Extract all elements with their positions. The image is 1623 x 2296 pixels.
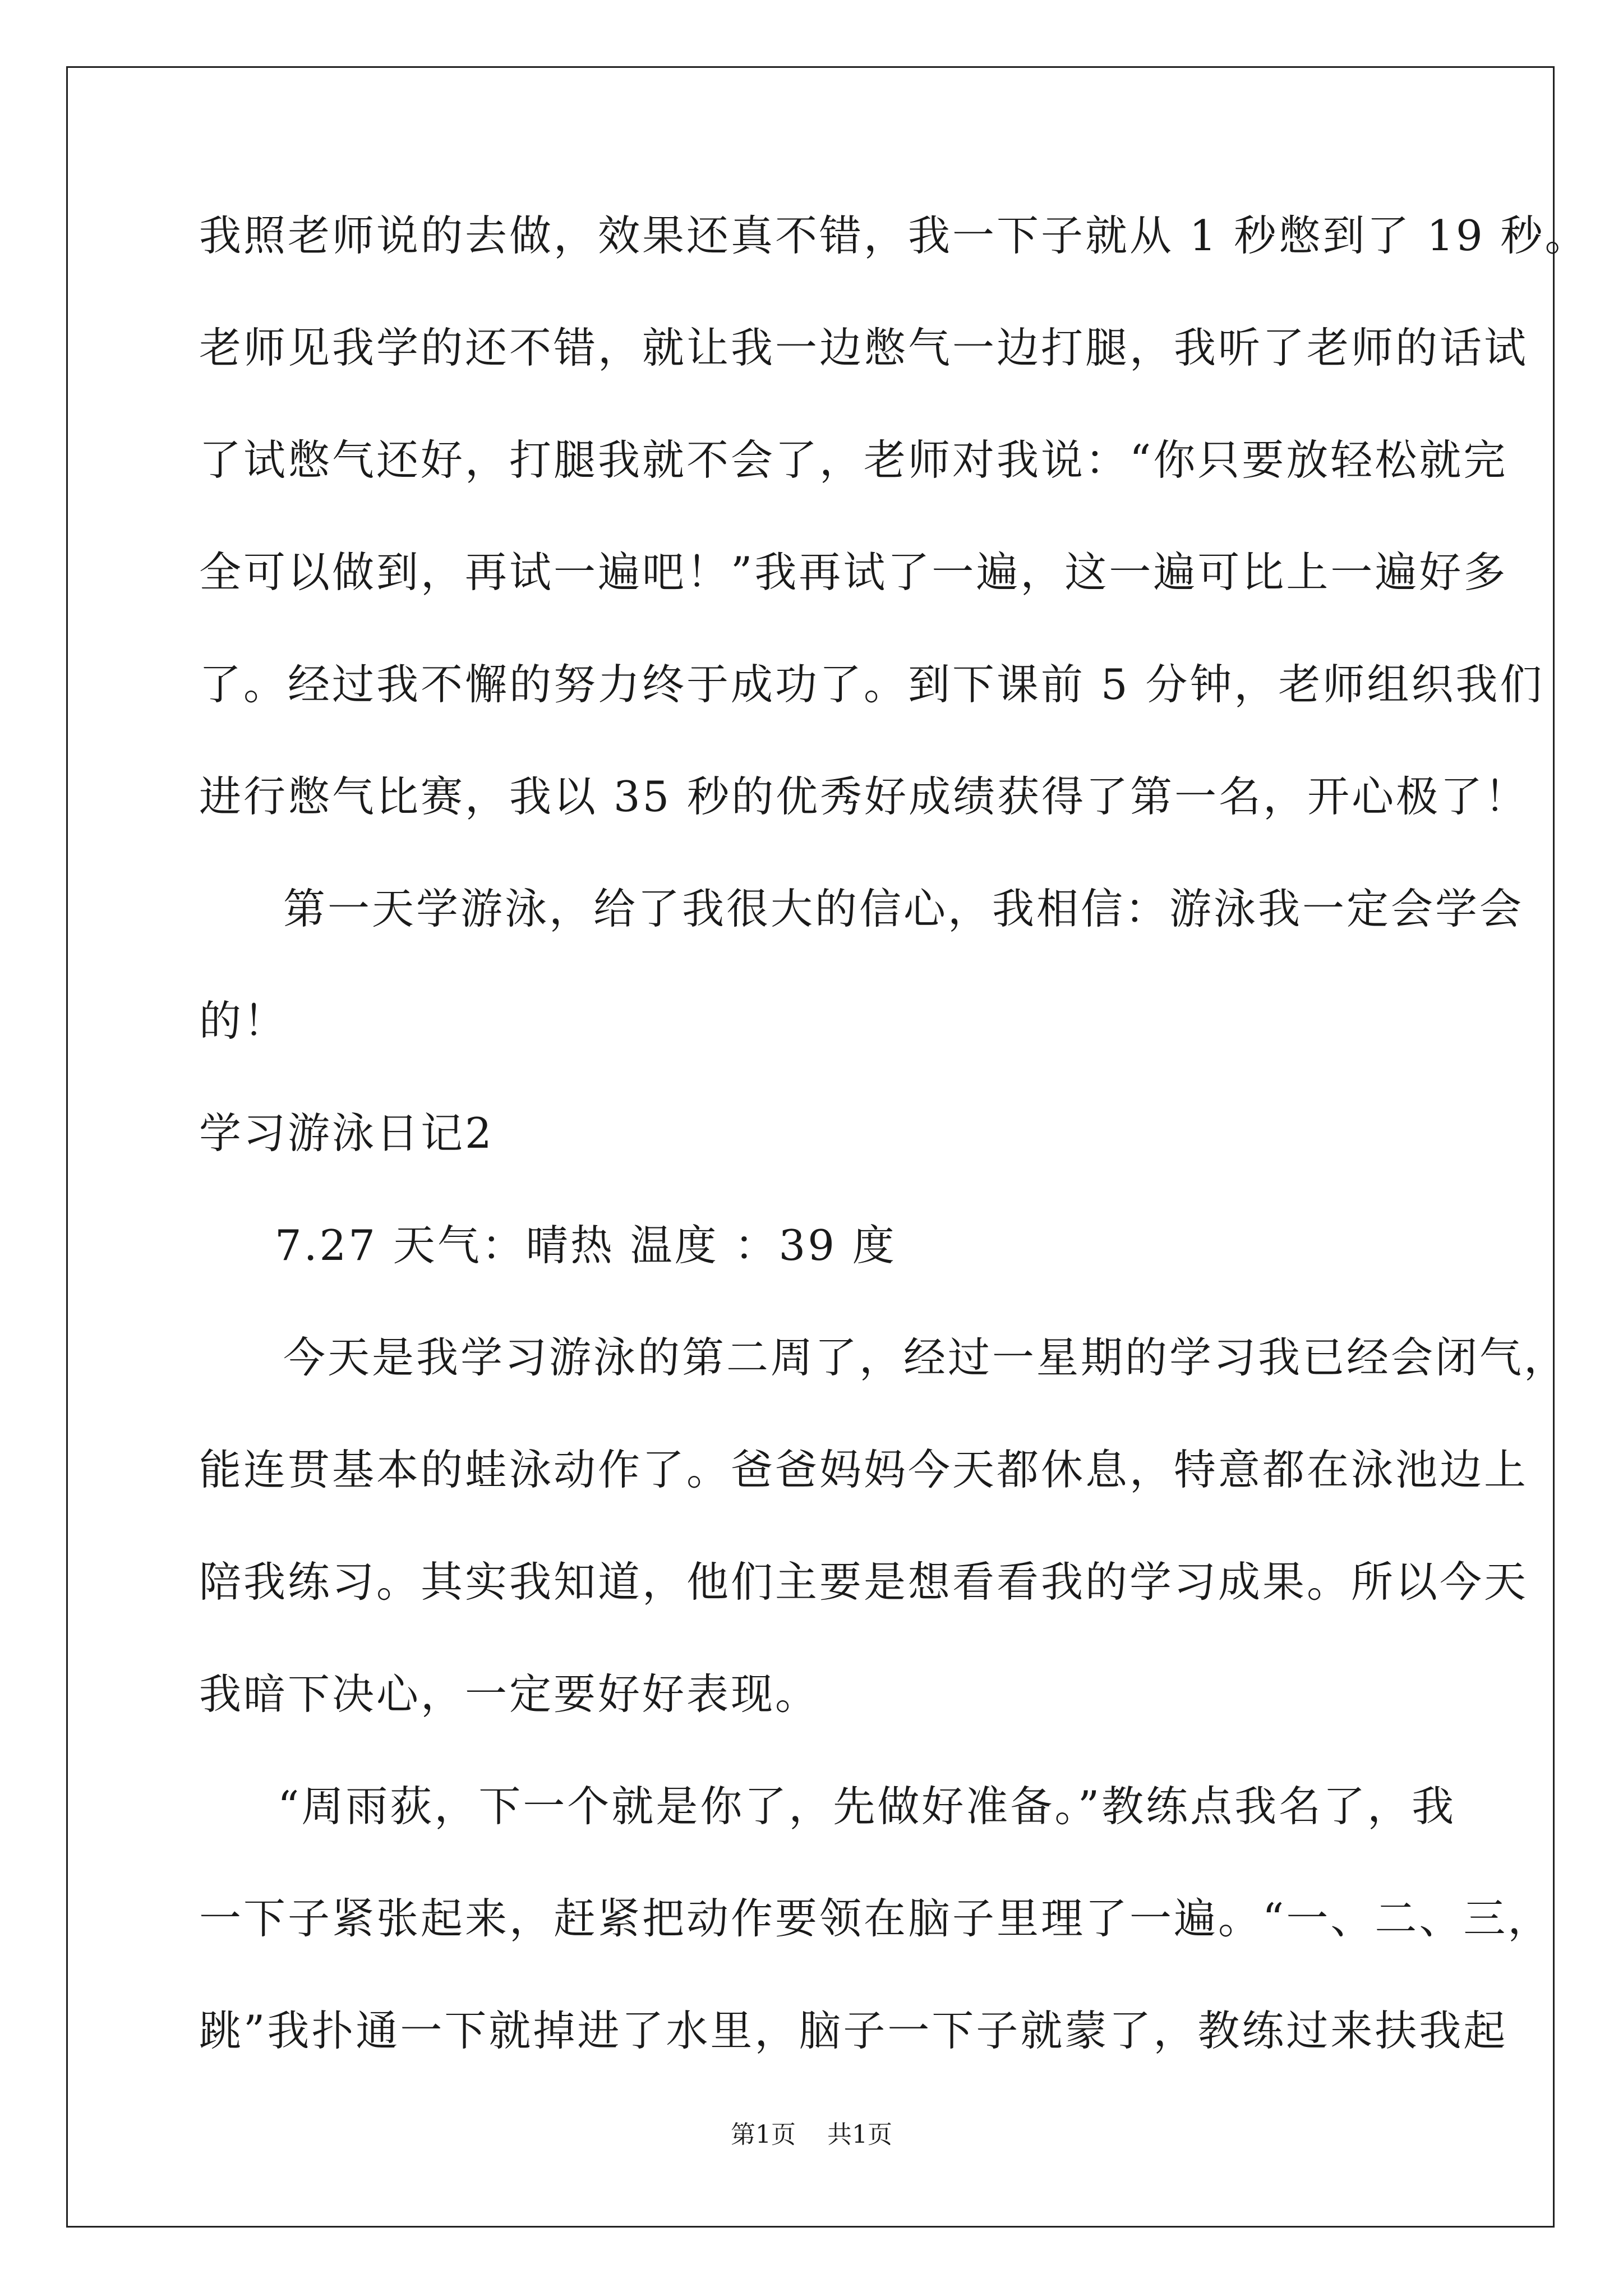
text-line: 陪我练习。其实我知道，他们主要是想看看我的学习成果。所以今天 (199, 1557, 1529, 1607)
text-line: “周雨荻，下一个就是你了，先做好准备。”教练点我名了，我 (278, 1782, 1456, 1831)
page-footer (0, 2118, 1623, 2152)
text-line: 我暗下决心，一定要好好表现。 (199, 1669, 820, 1719)
section-heading: 学习游泳日记2 (199, 1108, 494, 1158)
text-line: 今天是我学习游泳的第二周了，经过一星期的学习我已经会闭气， (283, 1333, 1569, 1382)
text-line: 跳”我扑通一下就掉进了水里，脑子一下子就蒙了，教练过来扶我起 (199, 2006, 1508, 2055)
text-line: 的！ (199, 996, 288, 1046)
date-weather-line: 7.27 天气：晴热 温度 ：39 度 (275, 1221, 897, 1270)
page-number: 第1页 共1页 (731, 2120, 892, 2149)
text-line: 了试憋气还好，打腿我就不会了，老师对我说：“你只要放轻松就完 (199, 435, 1508, 485)
text-line: 我照老师说的去做，效果还真不错，我一下子就从 1 秒憋到了 19 秒。 (199, 211, 1589, 260)
text-line: 第一天学游泳，给了我很大的信心，我相信：游泳我一定会学会 (283, 884, 1524, 933)
text-line: 了。经过我不懈的努力终于成功了。到下课前 5 分钟，老师组织我们 (199, 660, 1544, 709)
text-line: 能连贯基本的蛙泳动作了。爸爸妈妈今天都休息，特意都在泳池边上 (199, 1445, 1529, 1494)
text-line: 全可以做到，再试一遍吧！”我再试了一遍，这一遍可比上一遍好多 (199, 547, 1508, 597)
text-line: 进行憋气比赛，我以 35 秒的优秀好成绩获得了第一名，开心极了！ (199, 772, 1529, 821)
text-line: 老师见我学的还不错，就让我一边憋气一边打腿，我听了老师的话试 (199, 323, 1529, 372)
text-line: 一下子紧张起来，赶紧把动作要领在脑子里理了一遍。“一、二、三， (199, 1894, 1552, 1943)
